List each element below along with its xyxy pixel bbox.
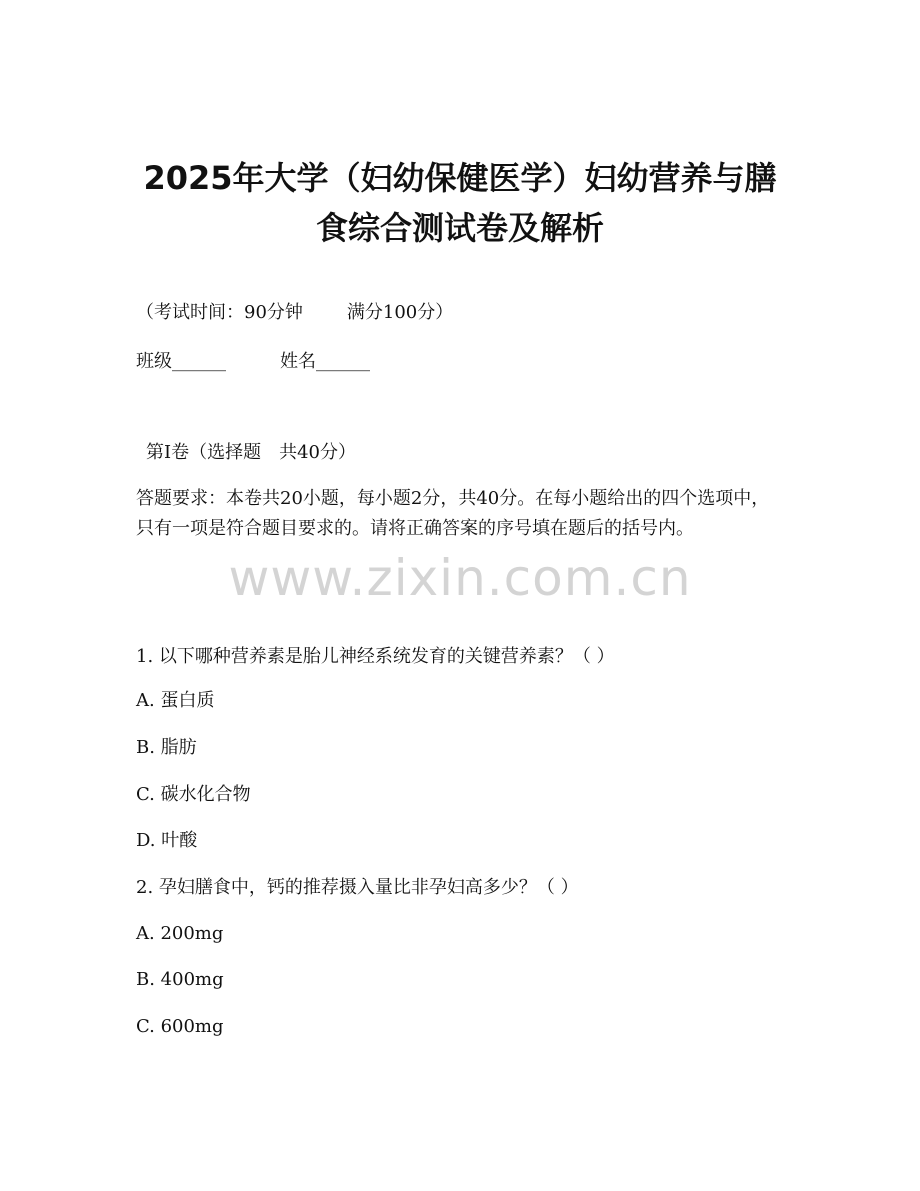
document-title-line-2: 食综合测试卷及解析	[315, 209, 604, 247]
question-option: C. 600mg	[136, 1016, 224, 1037]
document-title-line-1: 2025年大学（妇幼保健医学）妇幼营养与膳	[143, 159, 777, 197]
class-field: 班级______	[136, 351, 226, 372]
exam-info	[136, 301, 453, 325]
exam-full-score: 满分100分）	[346, 302, 454, 323]
question-stem: 2. 孕妇膳食中，钙的推荐摄入量比非孕妇高多少？（ ）	[136, 877, 579, 898]
section-instructions: 答题要求：本卷共20小题，每小题2分，共40分。在每小题给出的四个选项中，只有一项是符合题目要求的。请将正确答案的序号填在题后的括号内。	[136, 488, 770, 539]
question-option: A. 蛋白质	[136, 690, 215, 711]
section-heading: 第Ⅰ卷（选择题 共40分）	[146, 442, 357, 463]
student-info	[136, 350, 370, 374]
question-option: D. 叶酸	[136, 830, 198, 851]
question-option: A. 200mg	[136, 923, 224, 944]
question-option: B. 脂肪	[136, 737, 197, 758]
name-field: 姓名______	[280, 351, 370, 372]
question-option: C. 碳水化合物	[136, 784, 251, 805]
watermark: www.zixin.com.cn	[228, 549, 692, 607]
question-stem: 1. 以下哪种营养素是胎儿神经系统发育的关键营养素？（ ）	[136, 646, 615, 667]
question-option: B. 400mg	[136, 969, 224, 990]
exam-time: （考试时间：90分钟	[136, 302, 303, 323]
